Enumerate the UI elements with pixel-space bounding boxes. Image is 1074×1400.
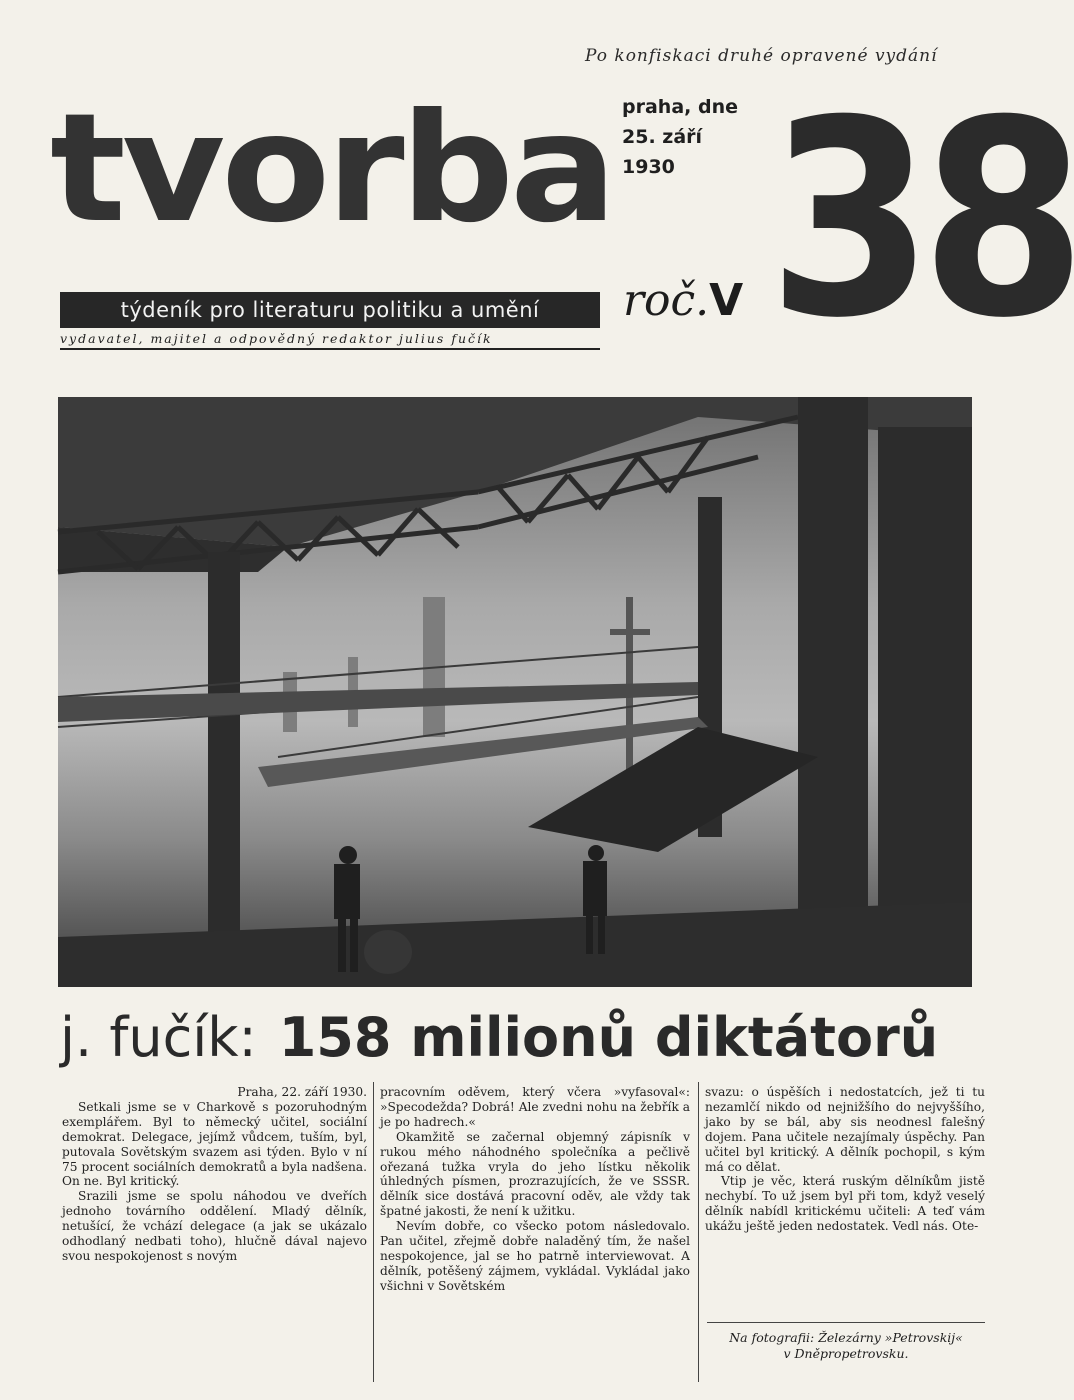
volume-number: V [709, 275, 744, 326]
article-author: j. fučík: [60, 1006, 257, 1069]
column-divider [698, 1082, 699, 1382]
confiscation-note: Po konfiskaci druhé opravené vydání [585, 46, 938, 66]
article-paragraph: pracovním oděvem, který včera »vyfasoval«: »Specodežda? Dobrá! Ale zvedni nohu na žebřík a je po hadrech.« [380, 1085, 690, 1129]
article-paragraph: Srazili jsme se spolu náhodou ve dveřích jednoho továrního oddělení. Mladý dělník, netušící, že vchází delegace (a jak se ukázalo odhodlaný nedbati toho), hlučně dával najevo svou nespokojenost s novým [62, 1189, 367, 1263]
volume-prefix: roč. [623, 275, 710, 326]
photo-caption-line-2: v Dněpropetrovsku. [783, 1346, 909, 1361]
issue-date-block [622, 92, 738, 182]
cover-photo [58, 397, 972, 987]
article-headline [60, 1000, 980, 1076]
article-paragraph: Vtip je věc, která ruským dělníkům jistě nechybí. To už jsem byl při tom, když veselý dělník nabídl kritickému učiteli: A teď vám ukážu ještě jeden nedostatek. Vedl nás. Ote- [705, 1174, 985, 1234]
issue-place: praha, dne [622, 96, 738, 118]
column-divider [373, 1082, 374, 1382]
tagline-bar: týdeník pro literaturu politiku a umění [60, 292, 600, 328]
article-paragraph: svazu: o úspěších i nedostatcích, jež ti tu nezamlčí nikdo od nejnižšího do nejvyššího, jako by se bál, aby sis neodnesl falešný dojem. Pana učitele nezajímaly úspěchy. Pan učitel byl kritický. A dělník pochopil, s kým má co dělat. [705, 1085, 985, 1174]
article-paragraph: Okamžitě se začernal objemný zápisník v rukou mého náhodného společníka a pečlivě ořezaná tužka vryla do jeho lístku několik úhledných písmen, prozrazujících, že ve SSSR. dělník sice dostává pracovní oděv, ale vždy tak špatné jakosti, že není k užitku. [380, 1129, 690, 1219]
article-title: 158 milionů diktátorů [278, 1006, 939, 1069]
masthead-title: tvorba [50, 82, 613, 256]
factory-photo-illustration [58, 397, 972, 987]
article-column-2 [380, 1085, 690, 1294]
publisher-line: vydavatel, majitel a odpovědný redaktor julius fučík [60, 331, 600, 350]
article-paragraph: Nevím dobře, co všecko potom následovalo. Pan učitel, zřejmě dobře naladěný tím, že našel nespokojence, jal se ho patrně interviewovat. A dělník, potěšený zájmem, vykládal. Vykládal jako všichni v Sovětském [380, 1219, 690, 1293]
article-dateline: Praha, 22. září 1930. [237, 1085, 367, 1099]
photo-caption-line-1: Na fotografii: Železárny »Petrovskij« [729, 1330, 963, 1345]
article-column-3 [705, 1085, 985, 1234]
caption-divider [707, 1322, 985, 1323]
issue-year: 1930 [622, 156, 675, 178]
volume-label [623, 276, 743, 326]
photo-caption [707, 1330, 985, 1362]
article-column-1 [62, 1085, 367, 1264]
issue-date: 25. září [622, 126, 703, 148]
article-paragraph: Setkali jsme se v Charkově s pozoruhodným exemplářem. Byl to německý učitel, sociální demokrat. Delegace, jejímž vůdcem, tuším, byl, putovala Sovětským svazem asi týden. Bylo v ní 75 procent sociálních demokratů a byla nadšena. On ne. Byl kritický. [62, 1099, 367, 1189]
issue-number: 38 [768, 62, 1074, 377]
